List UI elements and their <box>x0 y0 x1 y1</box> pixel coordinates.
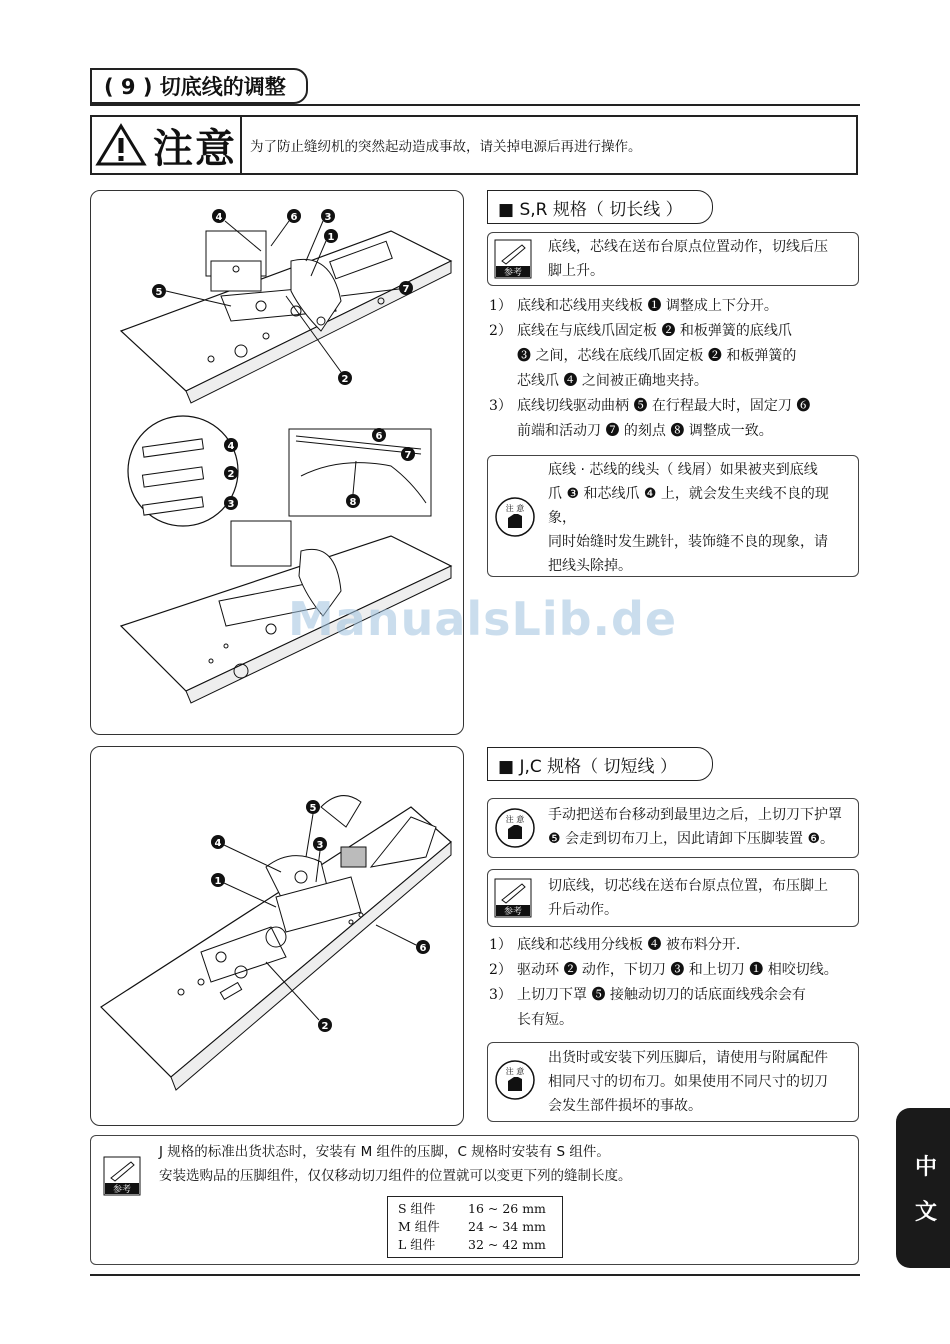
jc-ref-line-2: 升后动作。 <box>548 902 618 918</box>
language-tab-char-1: 中 <box>914 1155 937 1180</box>
sr-step-2-line-2: ❸ 之间，芯线在底线爪固定板 ❷ 和板弹簧的 <box>517 348 797 364</box>
figure-sr-drawing <box>91 191 464 735</box>
section-title: ( 9 ) 切底线的调整 <box>90 68 308 104</box>
figure-jc <box>90 746 464 1126</box>
reference-icon <box>494 878 532 918</box>
size-row-m: M 组件 24 ~ 34 mm <box>398 1219 546 1234</box>
caution-word: 注意 <box>153 125 237 172</box>
sr-step-1: 1） 底线和芯线用夹线板 ❶ 调整成上下分开。 <box>489 298 778 314</box>
language-tab <box>896 1108 950 1268</box>
svg-text:3: 3 <box>316 840 324 851</box>
sr-caution-line-4: 同时始缝时发生跳针，装饰缝不良的现象，请 <box>548 534 828 550</box>
callout-3 <box>321 209 335 223</box>
jc-caution2-line-1: 出货时或安装下列压脚后，请使用与附属配件 <box>548 1050 828 1066</box>
header-rule <box>90 104 860 106</box>
sr-caution-line-5: 把线头除掉。 <box>548 558 632 574</box>
sr-step-3: 3） 底线切线驱动曲柄 ❺ 在行程最大时，固定刀 ❻ <box>489 398 811 414</box>
jc-ref-line-1: 切底线，切芯线在送布台原点位置，布压脚上 <box>548 878 828 894</box>
sr-caution-line-1: 底线 · 芯线的线头（ 线屑）如果被夹到底线 <box>548 462 818 478</box>
sr-step-3-line-2: 前端和活动刀 ❼ 的刻点 ❽ 调整成一致。 <box>517 423 773 439</box>
callout-5 <box>152 284 166 298</box>
callout-4 <box>212 209 226 223</box>
figure-jc-drawing <box>91 747 464 1126</box>
warning-triangle-icon <box>95 123 147 167</box>
svg-text:4: 4 <box>215 212 223 223</box>
svg-text:4: 4 <box>227 441 235 452</box>
callout-1 <box>324 229 338 243</box>
svg-text:3: 3 <box>227 499 235 510</box>
sr-ref-note <box>487 232 859 286</box>
svg-text:7: 7 <box>402 284 410 295</box>
svg-text:注 意: 注 意 <box>505 504 525 513</box>
svg-text:6: 6 <box>419 943 427 954</box>
svg-text:5: 5 <box>155 287 163 298</box>
jc-step-3-line-2: 长有短。 <box>517 1012 573 1028</box>
caution-hand-icon <box>494 496 536 538</box>
svg-text:3: 3 <box>324 212 332 223</box>
sr-steps <box>489 294 861 444</box>
callout-7 <box>399 281 413 295</box>
jc-step-2: 2） 驱动环 ❷ 动作，下切刀 ❸ 和上切刀 ❶ 相咬切线。 <box>489 962 838 978</box>
svg-text:2: 2 <box>227 469 235 480</box>
jc-caution-text <box>548 803 842 851</box>
svg-text:7: 7 <box>404 450 412 461</box>
sr-step-2-line-3: 芯线爪 ❹ 之间被正确地夹持。 <box>517 373 708 389</box>
svg-text:2: 2 <box>321 1021 329 1032</box>
size-row-s: S 组件 16 ~ 26 mm <box>398 1201 546 1216</box>
reference-icon <box>494 239 532 279</box>
jc-step-1: 1） 底线和芯线用分线板 ❹ 被布料分开. <box>489 937 741 953</box>
sr-caution-text <box>548 458 829 578</box>
svg-text:1: 1 <box>327 232 335 243</box>
jc-caution-line-2: ❺ 会走到切布刀上，因此请卸下压脚装置 ❻。 <box>548 831 835 847</box>
svg-text:参考: 参考 <box>112 1185 132 1195</box>
svg-text:8: 8 <box>349 497 357 508</box>
language-tab-char-2: 文 <box>914 1200 937 1225</box>
callout-2 <box>338 371 352 385</box>
bottom-ref-line-1: J 规格的标准出货状态时，安装有 M 组件的压脚，C 规格时安装有 S 组件。 <box>159 1144 610 1160</box>
jc-steps <box>489 933 861 1033</box>
svg-text:4: 4 <box>214 838 222 849</box>
sr-caution-line-2: 爪 ❸ 和芯线爪 ❹ 上，就会发生夹线不良的现 <box>548 486 829 502</box>
sr-caution-line-3: 象， <box>548 510 576 526</box>
watermark: ManualsLib.de <box>288 592 678 646</box>
jc-caution2-line-2: 相同尺寸的切布刀。如果使用不同尺寸的切刀 <box>548 1074 828 1090</box>
svg-text:注 意: 注 意 <box>505 1067 525 1076</box>
svg-text:6: 6 <box>290 212 298 223</box>
svg-text:5: 5 <box>309 803 317 814</box>
svg-text:6: 6 <box>375 431 383 442</box>
svg-text:参考: 参考 <box>503 268 523 278</box>
caution-hand-icon <box>494 807 536 849</box>
figure-sr <box>90 190 464 735</box>
jc-caution-note <box>487 798 859 858</box>
jc-ref-text <box>548 874 828 922</box>
jc-caution2-line-3: 会发生部件损坏的事故。 <box>548 1098 702 1114</box>
caution-text: 为了防止缝纫机的突然起动造成事故，请关掉电源后再进行操作。 <box>250 139 642 155</box>
sr-ref-line-2: 脚上升。 <box>548 263 604 279</box>
caution-banner <box>90 115 858 175</box>
footer-rule <box>90 1274 860 1276</box>
size-table <box>387 1196 563 1258</box>
jc-caution-note-2 <box>487 1042 859 1122</box>
sr-ref-line-1: 底线，芯线在送布台原点位置动作，切线后压 <box>548 239 828 255</box>
svg-text:1: 1 <box>214 876 222 887</box>
jc-ref-note <box>487 869 859 927</box>
size-row-l: L 组件 32 ~ 42 mm <box>398 1237 546 1252</box>
sr-ref-text <box>548 235 828 283</box>
bottom-ref-text <box>159 1140 632 1188</box>
reference-icon <box>103 1156 141 1196</box>
caution-banner-left <box>92 117 242 173</box>
sr-heading: ■ S,R 规格（ 切长线 ） <box>487 190 713 224</box>
svg-text:2: 2 <box>341 374 349 385</box>
jc-step-3: 3） 上切刀下罩 ❺ 接触动切刀的话底面线残余会有 <box>489 987 806 1003</box>
bottom-ref-line-2: 安装选购品的压脚组件，仅仅移动切刀组件的位置就可以变更下列的缝制长度。 <box>159 1168 632 1184</box>
jc-caution-line-1: 手动把送布台移动到最里边之后，上切刀下护罩 <box>548 807 842 823</box>
svg-text:参考: 参考 <box>503 907 523 917</box>
callout-6 <box>287 209 301 223</box>
svg-text:注 意: 注 意 <box>505 815 525 824</box>
jc-caution2-text <box>548 1046 828 1118</box>
jc-heading: ■ J,C 规格（ 切短线 ） <box>487 747 713 781</box>
sr-step-2: 2） 底线在与底线爪固定板 ❷ 和板弹簧的底线爪 <box>489 323 792 339</box>
sr-caution-note <box>487 455 859 577</box>
caution-hand-icon <box>494 1059 536 1101</box>
